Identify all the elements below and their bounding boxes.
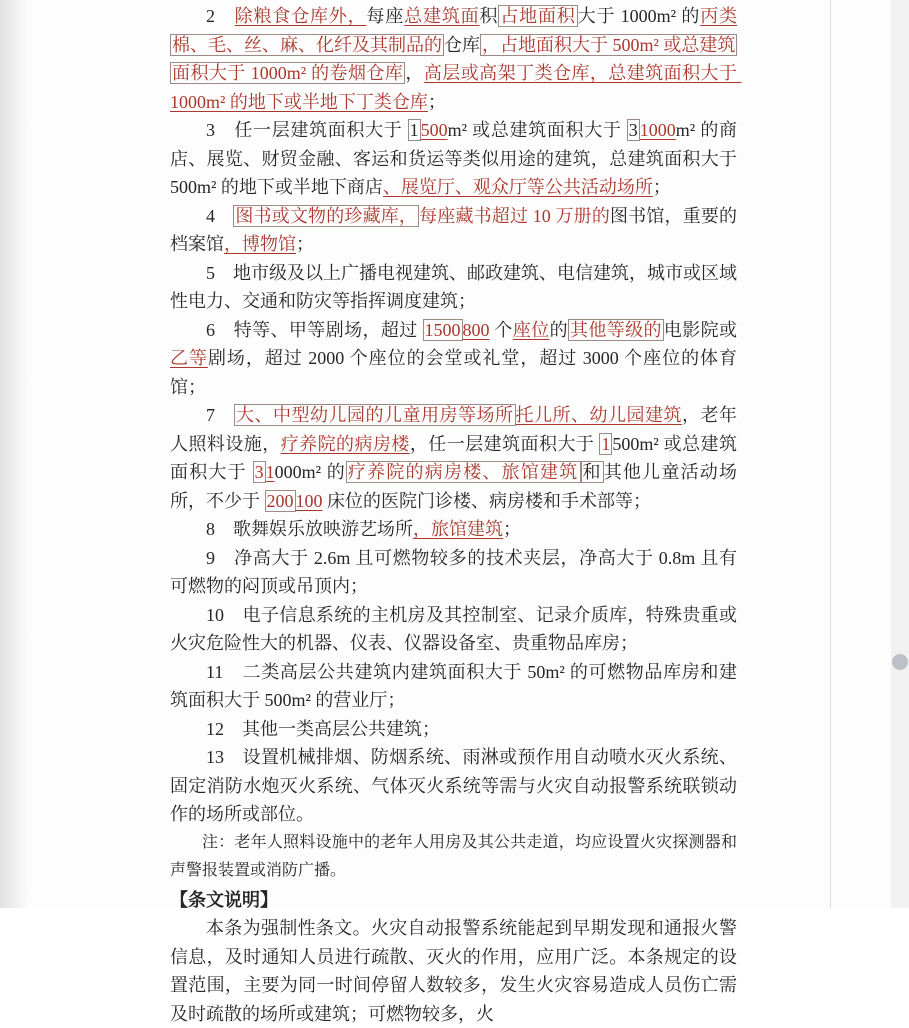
text-segment: 500 (420, 120, 448, 140)
text-segment: 5 地市级及以上广播电视建筑、邮政建筑、电信建筑，城市或区域性电力、交通和防灾等指挥调度建筑； (170, 262, 737, 311)
text-segment: 3 (254, 462, 264, 482)
text-segment: 座位 (512, 319, 550, 340)
text-segment: ，博物馆 (224, 234, 296, 254)
text-segment: 1 (409, 120, 419, 140)
clause-item-10 (170, 601, 737, 658)
text-segment: 图书馆，重要的档案馆 (170, 205, 738, 254)
text-segment: 3 (628, 120, 638, 140)
clause-item-12 (170, 715, 737, 744)
text-segment: 3 任一层建筑面积大于 (206, 120, 408, 140)
text-segment: 乙等 (170, 348, 208, 368)
text-segment: 8 歌舞娱乐放映游艺场所 (206, 519, 413, 539)
text-segment: 棉、毛、丝、麻、化纤及其制品的 (172, 34, 442, 55)
text-segment: 11 二类高层公共建筑内建筑面积大于 50m² 的可燃物品库房和建筑面积大于 500m² 的营业厅； (170, 661, 737, 710)
text-segment: 12 其他一类高层公共建筑； (206, 718, 440, 739)
text-segment: 6 特等、甲等剧场，超过 (206, 319, 423, 340)
text-segment: 800 (462, 319, 490, 340)
explanation-paragraph (170, 914, 737, 1028)
text-segment: 000m² 的 (274, 462, 346, 482)
text-segment: ，占地面积大于 500m² 或总建筑面积大于 1000m² 的卷烟仓库 (172, 34, 736, 83)
text-segment: 9 净高大于 2.6m 且可燃物较多的技术夹层，净高大于 0.8m 且有可燃物的闷顶或吊顶内； (170, 547, 737, 596)
text-segment: 其他等级的 (569, 319, 662, 340)
text-segment: 7 (206, 405, 234, 425)
clause-note (170, 829, 737, 886)
text-segment: 总建筑面 (404, 6, 480, 26)
text-segment: 疗养院的病房楼 (280, 433, 410, 454)
text-segment: 积 (479, 6, 499, 26)
section-heading-explanation (170, 886, 737, 915)
clause-item-6 (170, 316, 737, 402)
text-segment: 、展览厅、观众厅等公共活动场所 (382, 177, 653, 197)
text-segment: 床位的医院门诊楼、病房楼和手术部等； (322, 490, 651, 511)
text-segment: 大于 1000m² 的 (577, 6, 701, 26)
text-segment: 本条为强制性条文。火灾自动报警系统能起到早期发现和通报火警信息，及时通知人员进行疏散、灭火的作用，应用广泛。本条规定的设置范围，主要为同一时间停留人数较多，发生火灾容易造成人员伤亡需及时疏散的场所或建筑；可燃物较多，火 (170, 918, 737, 1024)
text-segment: 1 (265, 462, 275, 482)
text-segment: m² 或总建筑面积大于 (447, 120, 627, 140)
clause-item-5 (170, 259, 737, 316)
text-segment: 除粮食仓库外， (234, 6, 367, 26)
clause-item-8 (170, 515, 737, 544)
text-segment: ，老年人照料设施， (170, 405, 737, 454)
text-segment: 2 (206, 6, 235, 26)
text-segment: 1500 (424, 319, 461, 340)
page-left-shadow (0, 0, 30, 908)
clause-item-3 (170, 116, 742, 202)
clause-item-7 (170, 401, 737, 515)
clause-item-2 (170, 2, 742, 116)
text-segment: 丙类 (700, 6, 738, 26)
text-segment: 注：老年人照料设施中的老年人用房及其公共走道，均应设置火灾探测器和声警报装置或消防广播。 (170, 833, 737, 879)
text-segment: 其他儿童活动场所，不少于 (170, 462, 738, 511)
document-text (170, 2, 742, 1028)
text-segment: 剧场，超过 2000 个座位的会堂或礼堂，超过 3000 个座位的体育馆； (170, 348, 738, 397)
text-segment: 托儿所、幼儿园建筑 (515, 405, 682, 425)
text-segment: 【条文说明】 (170, 889, 278, 910)
scroll-indicator-dot[interactable] (892, 654, 908, 670)
text-segment: 电影院或 (663, 319, 738, 340)
text-segment: 4 (206, 205, 234, 226)
text-segment: 每座藏书超过 10 万册的 (419, 205, 610, 226)
text-segment: 1000 (639, 120, 676, 140)
text-segment: 疗养院的病房楼、旅馆建筑 (347, 462, 579, 482)
clause-item-9 (170, 544, 737, 601)
text-segment: 1 (601, 433, 611, 454)
text-segment: 和 (582, 462, 602, 482)
text-segment: m² 的商店、展览、财贸金融、客运和货运等类似用途的建筑，总建筑面积大于 500m² 的地下或半地下商店 (170, 120, 742, 197)
text-segment: 500m² 或总建筑面积大于 (170, 433, 738, 482)
text-segment: 200 (266, 490, 294, 511)
scrollbar-track[interactable] (891, 0, 909, 908)
text-segment: ； (296, 234, 314, 254)
text-segment: 的 (549, 319, 568, 340)
text-segment: 仓库 (444, 34, 480, 55)
text-segment: 13 设置机械排烟、防烟系统、雨淋或预作用自动喷水灭火系统、固定消防水炮灭火系统、气体灭火系统等需与火灾自动报警系统联锁动作的场所或部位。 (170, 747, 737, 824)
text-segment: 占地面积 (500, 6, 576, 26)
text-segment: 图书或文物的珍藏库， (235, 205, 418, 226)
text-segment: 高层或高架丁类仓库，总建筑面积大于 1000m² 的地下或半地下丁类仓库 (170, 63, 742, 112)
clause-item-13 (170, 743, 737, 829)
text-segment: ，旅馆建筑 (413, 519, 503, 539)
text-segment: ，任一层建筑面积大于 (409, 433, 600, 454)
text-segment: ； (652, 177, 671, 197)
text-segment: 10 电子信息系统的主机房及其控制室、记录介质库，特殊贵重或火灾危险性大的机器、仪表、仪器设备室、贵重物品库房； (170, 604, 737, 653)
text-segment: 100 (295, 490, 323, 511)
page-right-edge-line (830, 0, 831, 908)
text-segment: 个 (489, 319, 513, 340)
text-segment: ， (405, 63, 424, 83)
text-segment: 每座 (366, 6, 405, 26)
text-segment: 大、中型幼儿园的儿童用房等场所 (236, 405, 514, 425)
clause-item-4 (170, 202, 737, 259)
text-segment: ； (503, 519, 521, 539)
clause-item-11 (170, 658, 737, 715)
text-segment: ； (427, 91, 446, 112)
